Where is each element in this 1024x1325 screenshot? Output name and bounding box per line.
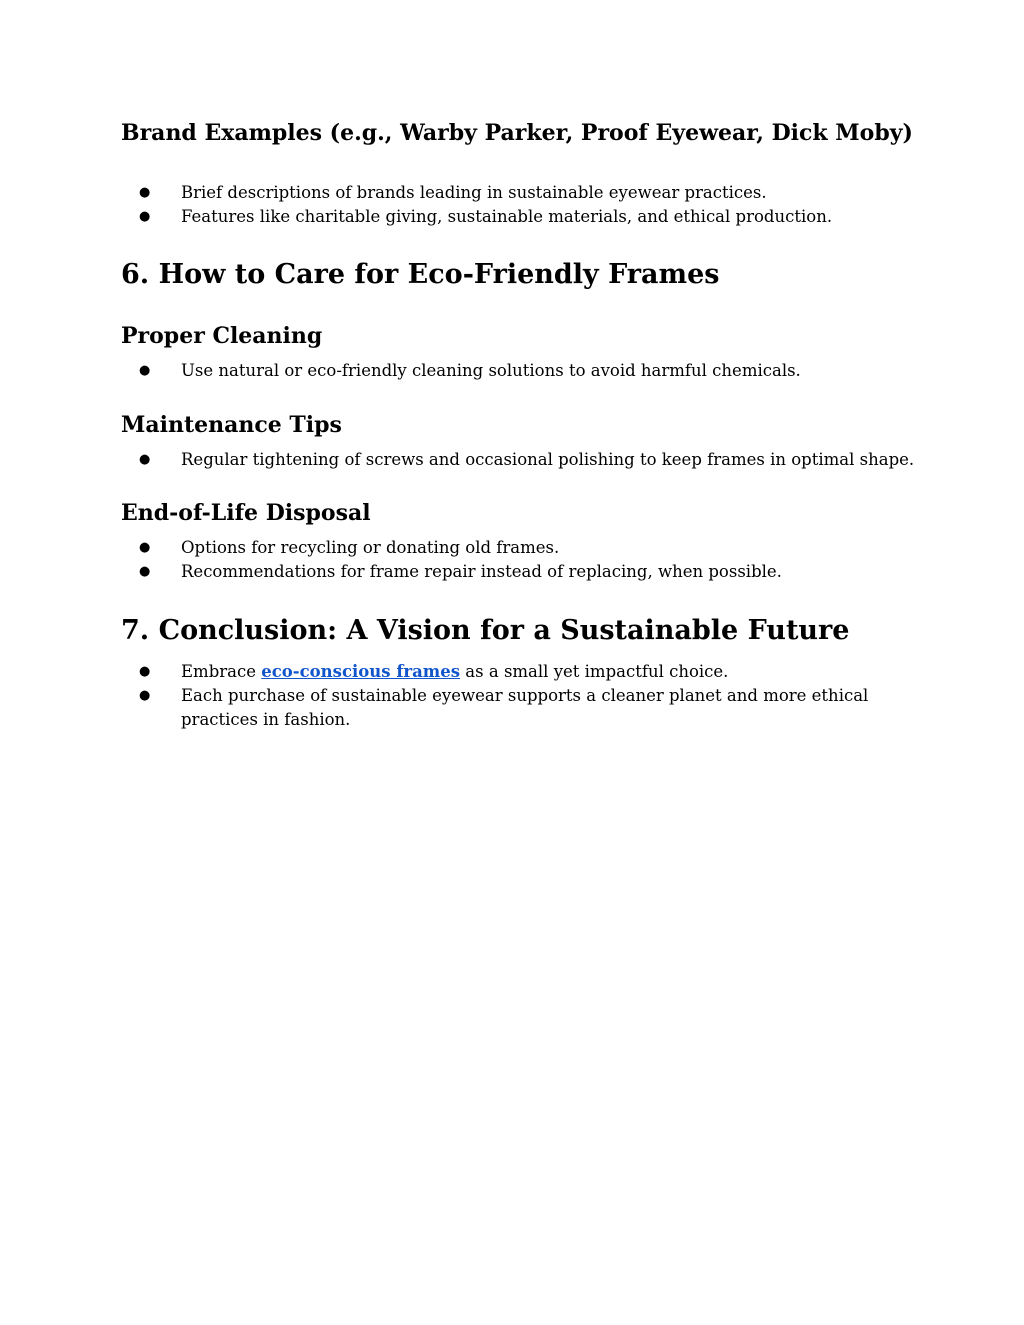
maintenance-tips-heading: Maintenance Tips [121, 412, 342, 438]
proper-cleaning-heading: Proper Cleaning [121, 323, 323, 349]
list-item: ● Brief descriptions of brands leading in sustainable eyewear practices. [121, 181, 921, 205]
bullet-icon: ● [139, 209, 151, 224]
brand-examples-heading: Brand Examples (e.g., Warby Parker, Proof Eyewear, Dick Moby) [121, 120, 913, 146]
brand-examples-list [121, 181, 921, 229]
list-item: ● Each purchase of sustainable eyewear supports a cleaner planet and more ethical practices in fashion. [139, 686, 869, 729]
list-item: ● Recommendations for frame repair instead of replacing, when possible. [121, 560, 921, 584]
section-6-heading: 6. How to Care for Eco-Friendly Frames [121, 259, 720, 290]
bullet-icon: ● [139, 664, 151, 679]
list-item: ● Embrace eco-conscious frames as a small yet impactful choice. [121, 660, 921, 684]
bullet-icon: ● [139, 540, 151, 555]
maintenance-tips-list [121, 448, 921, 472]
end-of-life-heading: End-of-Life Disposal [121, 500, 371, 526]
bullet-icon: ● [139, 452, 151, 467]
list-item: ● Options for recycling or donating old frames. [121, 536, 921, 560]
list-item: ● Use natural or eco-friendly cleaning solutions to avoid harmful chemicals. [121, 359, 921, 383]
conclusion-list [121, 660, 921, 732]
bullet-icon: ● [139, 363, 151, 378]
eco-conscious-frames-link[interactable]: eco-conscious frames [261, 662, 461, 681]
list-item: ● Regular tightening of screws and occasional polishing to keep frames in optimal shape. [121, 448, 921, 472]
bullet-icon: ● [139, 688, 151, 703]
bullet-icon: ● [139, 185, 151, 200]
section-7-heading: 7. Conclusion: A Vision for a Sustainable Future [121, 615, 850, 646]
list-item: ● Features like charitable giving, sustainable materials, and ethical production. [121, 205, 921, 229]
proper-cleaning-list [121, 359, 921, 383]
bullet-icon: ● [139, 564, 151, 579]
end-of-life-list [121, 536, 921, 584]
